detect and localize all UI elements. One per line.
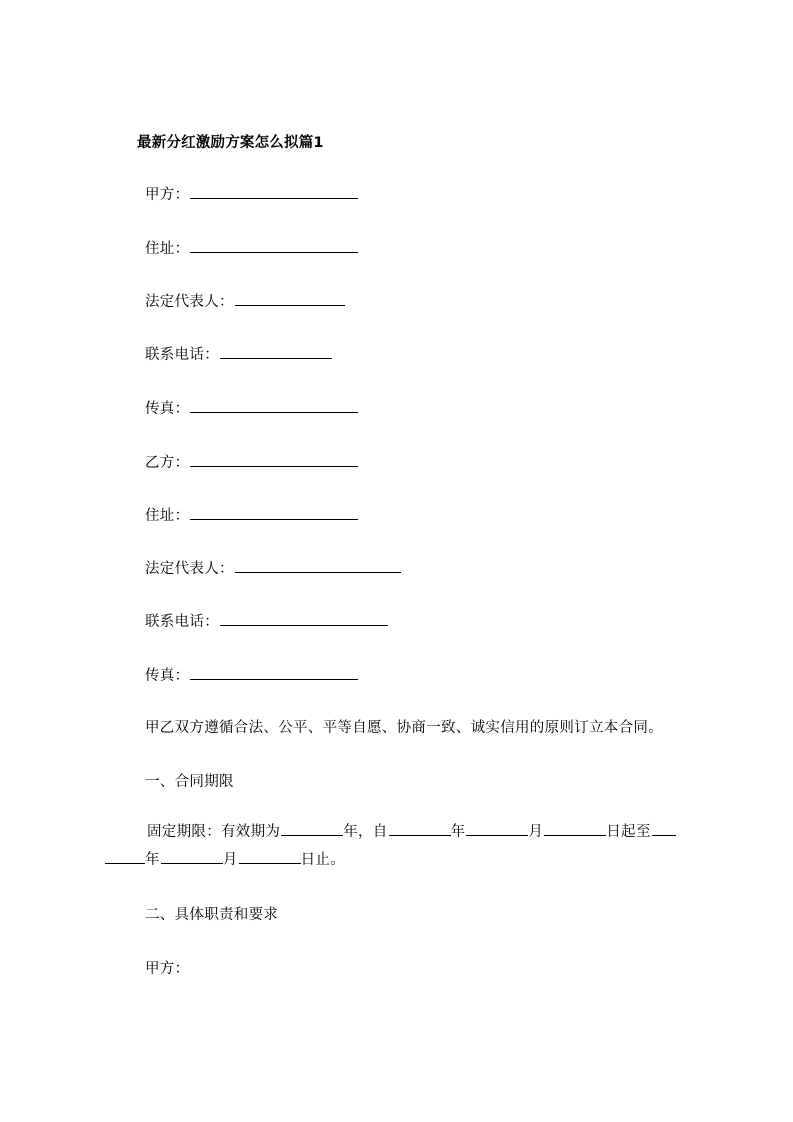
principle-paragraph: 甲乙双方遵循合法、公平、平等自愿、协商一致、诚实信用的原则订立本合同。 xyxy=(145,720,663,736)
end-year-blank-part1 xyxy=(652,821,676,836)
party-a-fax-blank xyxy=(190,398,358,413)
party-b-fax-blank xyxy=(190,665,358,680)
party-b-address-label: 住址： xyxy=(145,508,190,524)
party-a-fax-label: 传真： xyxy=(145,401,190,417)
party-a-blank xyxy=(190,184,358,199)
party-b-fax-label: 传真： xyxy=(145,668,190,684)
party-a-rep-label: 法定代表人： xyxy=(145,294,234,310)
end-month-blank xyxy=(161,849,223,864)
party-b-rep-blank xyxy=(235,558,401,573)
party-a-fax-line xyxy=(145,398,358,419)
party-b-address-line xyxy=(145,505,358,526)
party-b-phone-blank xyxy=(220,611,388,626)
party-b-line xyxy=(145,452,358,473)
term-year-unit: 年，自 xyxy=(343,824,388,840)
party-b-rep-label: 法定代表人： xyxy=(145,561,234,577)
party-a-phone-line xyxy=(145,344,332,365)
term-years-blank xyxy=(281,821,343,836)
end-year-unit: 年 xyxy=(145,852,160,868)
party-b-label: 乙方： xyxy=(145,455,190,471)
document-title: 最新分红激励方案怎么拟篇1 xyxy=(137,135,324,151)
party-a-phone-blank xyxy=(220,344,332,359)
party-b-fax-line xyxy=(145,665,358,686)
party-b-phone-line xyxy=(145,611,388,632)
party-a-line xyxy=(145,184,358,205)
end-month-unit: 月 xyxy=(222,852,238,868)
party-b-address-blank xyxy=(190,505,358,520)
end-day-unit: 日止。 xyxy=(300,852,346,868)
section1-heading: 一、合同期限 xyxy=(145,774,234,790)
section2-heading: 二、具体职责和要求 xyxy=(145,907,279,923)
party-a-rep-blank xyxy=(235,291,345,306)
start-year-unit: 年 xyxy=(450,824,466,840)
start-day-unit: 日起至 xyxy=(606,824,651,840)
start-year-blank xyxy=(389,821,451,836)
party-b-rep-line xyxy=(145,558,401,579)
party-a-address-blank xyxy=(190,238,358,253)
end-day-blank xyxy=(239,849,301,864)
term-label: 固定期限：有效期为 xyxy=(147,824,281,840)
party-b-blank xyxy=(190,452,358,467)
party-a-address-label: 住址： xyxy=(145,241,190,257)
party-a-label: 甲方： xyxy=(145,187,190,203)
end-year-blank-part2 xyxy=(105,849,145,864)
party-a-phone-label: 联系电话： xyxy=(145,347,219,363)
start-month-unit: 月 xyxy=(528,824,544,840)
party-a-rep-line xyxy=(145,291,345,312)
term-paragraph xyxy=(105,818,705,874)
party-a-final-label: 甲方： xyxy=(145,961,190,977)
start-day-blank xyxy=(544,821,606,836)
party-b-phone-label: 联系电话： xyxy=(145,614,219,630)
start-month-blank xyxy=(466,821,528,836)
party-a-address-line xyxy=(145,238,358,259)
